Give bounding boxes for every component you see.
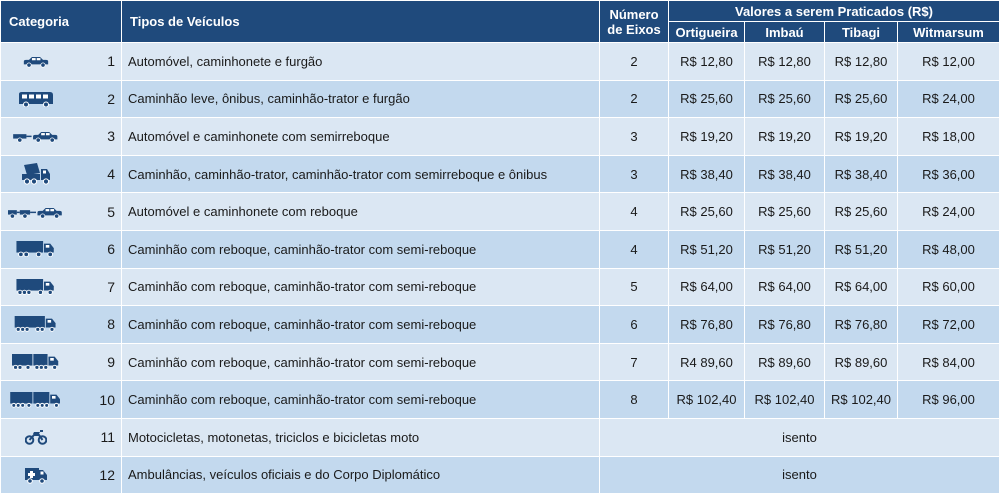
table-row xyxy=(1,268,999,306)
vehicle-type: Automóvel e caminhonete com reboque xyxy=(122,193,600,231)
axle-count: 6 xyxy=(600,306,669,344)
value-ortigueira: R4 89,60 xyxy=(669,343,745,381)
value-ortigueira: R$ 64,00 xyxy=(669,268,745,306)
value-tibagi: R$ 51,20 xyxy=(825,230,898,268)
header-numero-eixos xyxy=(600,1,669,43)
value-ortigueira: R$ 102,40 xyxy=(669,381,745,419)
exempt-value: isento xyxy=(600,456,999,494)
header-valores: Valores a serem Praticados (R$) xyxy=(669,1,999,22)
category-cell xyxy=(1,155,122,193)
value-tibagi: R$ 12,80 xyxy=(825,43,898,81)
category-number: 6 xyxy=(107,241,115,258)
header-plaza-imbau: Imbaú xyxy=(745,22,825,43)
value-tibagi: R$ 64,00 xyxy=(825,268,898,306)
value-ortigueira: R$ 25,60 xyxy=(669,193,745,231)
table-row xyxy=(1,43,999,81)
car-icon xyxy=(1,43,71,80)
truck-8axle-icon xyxy=(1,381,71,418)
bus-icon xyxy=(1,81,71,118)
category-number: 8 xyxy=(107,316,115,333)
value-witmarsum: R$ 12,00 xyxy=(898,43,999,81)
axle-count: 4 xyxy=(600,193,669,231)
value-imbau: R$ 64,00 xyxy=(745,268,825,306)
vehicle-type: Caminhão com reboque, caminhão-trator com semi-reboque xyxy=(122,306,600,344)
value-ortigueira: R$ 12,80 xyxy=(669,43,745,81)
table-row xyxy=(1,418,999,456)
value-ortigueira: R$ 38,40 xyxy=(669,155,745,193)
value-tibagi: R$ 89,60 xyxy=(825,343,898,381)
table-row xyxy=(1,343,999,381)
category-cell xyxy=(1,118,122,156)
exempt-value: isento xyxy=(600,418,999,456)
vehicle-type: Caminhão com reboque, caminhão-trator com semi-reboque xyxy=(122,343,600,381)
category-cell xyxy=(1,268,122,306)
category-number: 12 xyxy=(99,466,115,483)
value-ortigueira: R$ 51,20 xyxy=(669,230,745,268)
vehicle-type: Automóvel e caminhonete com semirreboque xyxy=(122,118,600,156)
category-cell xyxy=(1,343,122,381)
ambulance-icon xyxy=(1,457,71,494)
header-plaza-witmarsum: Witmarsum xyxy=(898,22,999,43)
value-tibagi: R$ 76,80 xyxy=(825,306,898,344)
category-cell xyxy=(1,418,122,456)
axle-count: 8 xyxy=(600,381,669,419)
value-imbau: R$ 25,60 xyxy=(745,193,825,231)
category-cell xyxy=(1,230,122,268)
value-witmarsum: R$ 96,00 xyxy=(898,381,999,419)
value-tibagi: R$ 38,40 xyxy=(825,155,898,193)
axle-count: 5 xyxy=(600,268,669,306)
value-witmarsum: R$ 72,00 xyxy=(898,306,999,344)
header-categoria: Categoria xyxy=(1,1,122,43)
truck-6axle-icon xyxy=(1,306,71,343)
category-number: 4 xyxy=(107,166,115,183)
motorcycle-icon xyxy=(1,419,71,456)
table-row xyxy=(1,306,999,344)
category-cell xyxy=(1,381,122,419)
axle-count: 2 xyxy=(600,80,669,118)
axle-count: 4 xyxy=(600,230,669,268)
value-imbau: R$ 12,80 xyxy=(745,43,825,81)
value-witmarsum: R$ 48,00 xyxy=(898,230,999,268)
value-imbau: R$ 89,60 xyxy=(745,343,825,381)
header-tipos: Tipos de Veículos xyxy=(122,1,600,43)
vehicle-type: Automóvel, caminhonete e furgão xyxy=(122,43,600,81)
value-witmarsum: R$ 24,00 xyxy=(898,80,999,118)
vehicle-type: Caminhão, caminhão-trator, caminhão-trator com semirreboque e ônibus xyxy=(122,155,600,193)
value-tibagi: R$ 102,40 xyxy=(825,381,898,419)
category-cell xyxy=(1,456,122,494)
category-number: 7 xyxy=(107,278,115,295)
dump-truck-icon xyxy=(1,156,71,193)
category-cell xyxy=(1,306,122,344)
category-number: 10 xyxy=(99,391,115,408)
header-plaza-ortigueira: Ortigueira xyxy=(669,22,745,43)
table-row xyxy=(1,118,999,156)
category-cell xyxy=(1,80,122,118)
value-ortigueira: R$ 25,60 xyxy=(669,80,745,118)
axle-count: 2 xyxy=(600,43,669,81)
value-ortigueira: R$ 76,80 xyxy=(669,306,745,344)
value-imbau: R$ 102,40 xyxy=(745,381,825,419)
category-number: 3 xyxy=(107,128,115,145)
car-trailer-icon xyxy=(1,193,71,230)
value-witmarsum: R$ 84,00 xyxy=(898,343,999,381)
table-row xyxy=(1,80,999,118)
value-imbau: R$ 38,40 xyxy=(745,155,825,193)
header-numero-line2: de Eixos xyxy=(607,21,661,37)
category-cell xyxy=(1,43,122,81)
category-number: 1 xyxy=(107,53,115,70)
category-number: 11 xyxy=(100,429,115,446)
value-imbau: R$ 76,80 xyxy=(745,306,825,344)
value-imbau: R$ 19,20 xyxy=(745,118,825,156)
vehicle-type: Ambulâncias, veículos oficiais e do Corpo Diplomático xyxy=(122,456,600,494)
category-number: 9 xyxy=(107,354,115,371)
vehicle-type: Motocicletas, motonetas, triciclos e bicicletas moto xyxy=(122,418,600,456)
table-row xyxy=(1,456,999,494)
axle-count: 7 xyxy=(600,343,669,381)
truck-5axle-icon xyxy=(1,269,71,306)
table-row xyxy=(1,230,999,268)
category-number: 2 xyxy=(107,90,115,107)
axle-count: 3 xyxy=(600,155,669,193)
vehicle-type: Caminhão com reboque, caminhão-trator com semi-reboque xyxy=(122,381,600,419)
value-tibagi: R$ 19,20 xyxy=(825,118,898,156)
table-row xyxy=(1,155,999,193)
table-row xyxy=(1,193,999,231)
truck-7axle-icon xyxy=(1,344,71,381)
value-witmarsum: R$ 36,00 xyxy=(898,155,999,193)
value-tibagi: R$ 25,60 xyxy=(825,80,898,118)
header-plaza-tibagi: Tibagi xyxy=(825,22,898,43)
value-witmarsum: R$ 24,00 xyxy=(898,193,999,231)
header-numero-line1: Número xyxy=(609,6,659,22)
value-ortigueira: R$ 19,20 xyxy=(669,118,745,156)
axle-count: 3 xyxy=(600,118,669,156)
table-row xyxy=(1,381,999,419)
vehicle-type: Caminhão leve, ônibus, caminhão-trator e furgão xyxy=(122,80,600,118)
vehicle-type: Caminhão com reboque, caminhão-trator com semi-reboque xyxy=(122,230,600,268)
value-imbau: R$ 51,20 xyxy=(745,230,825,268)
car-semitrailer-icon xyxy=(1,118,71,155)
value-tibagi: R$ 25,60 xyxy=(825,193,898,231)
truck-4axle-icon xyxy=(1,231,71,268)
category-cell xyxy=(1,193,122,231)
value-imbau: R$ 25,60 xyxy=(745,80,825,118)
vehicle-type: Caminhão com reboque, caminhão-trator com semi-reboque xyxy=(122,268,600,306)
value-witmarsum: R$ 18,00 xyxy=(898,118,999,156)
value-witmarsum: R$ 60,00 xyxy=(898,268,999,306)
category-number: 5 xyxy=(107,203,115,220)
